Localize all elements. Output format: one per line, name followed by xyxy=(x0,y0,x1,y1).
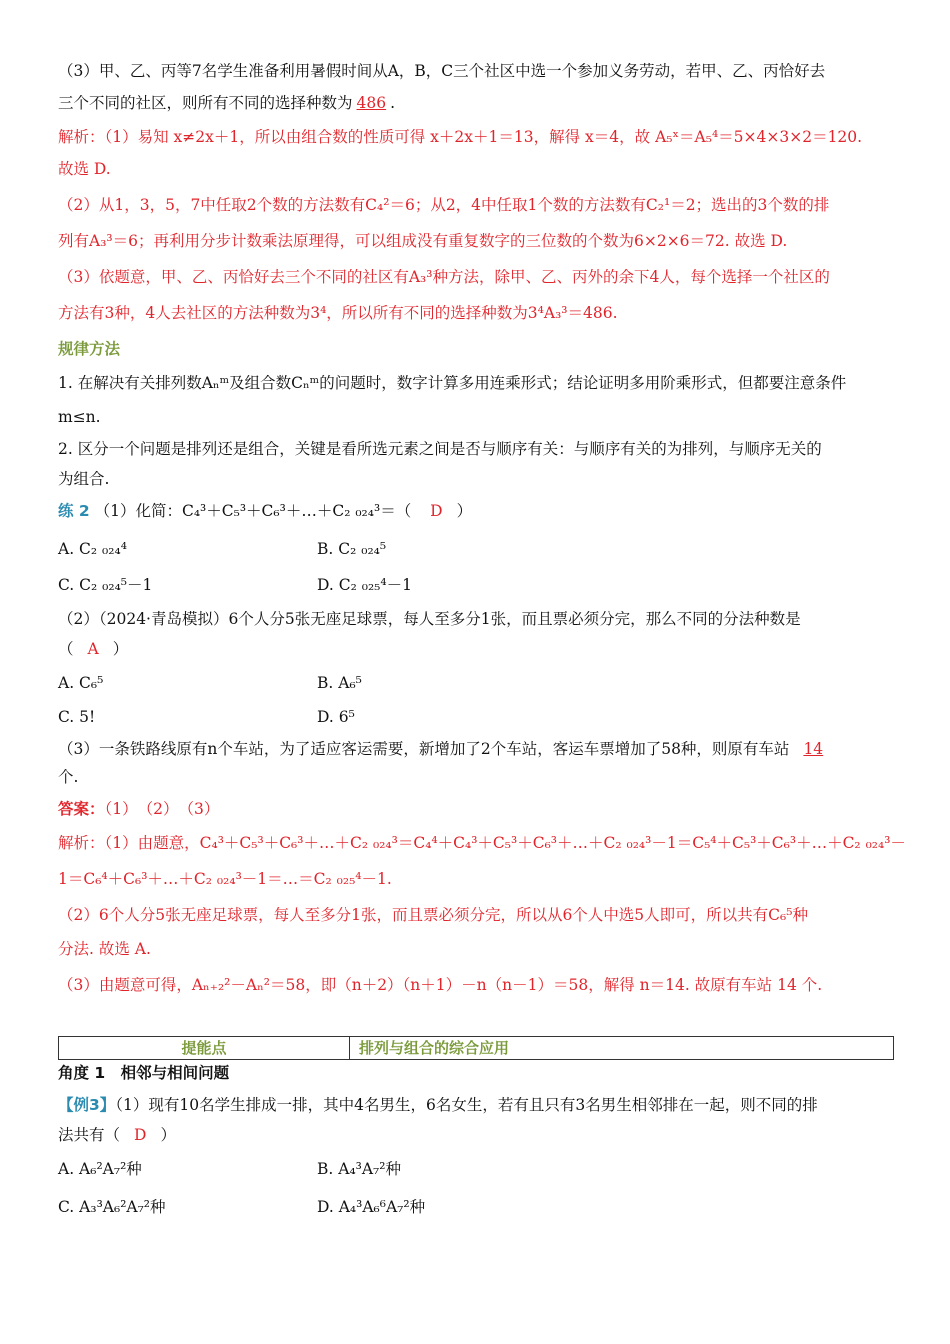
q3-intro-line2 xyxy=(58,92,395,114)
solution1-p3a: （3）依题意，甲、乙、丙恰好去三个不同的社区有A₃³种方法，除甲、乙、丙外的余下4人，每个选择一个社区的 xyxy=(58,268,830,286)
method-item2b: 为组合. xyxy=(58,470,110,488)
method-item1b: m≤n. xyxy=(58,408,101,426)
practice2-q1-close: ） xyxy=(456,502,473,520)
practice2-q2-option-d: D. 6⁵ xyxy=(317,708,355,726)
solution1-label: 解析： xyxy=(58,128,105,146)
section-right-label: 排列与组合的综合应用 xyxy=(359,1039,510,1057)
method-item2a: 2. 区分一个问题是排列还是组合，关键是看所选元素之间是否与顺序有关：与顺序有关的为排列，与顺序无关的 xyxy=(58,440,822,458)
practice2-q1 xyxy=(58,500,472,522)
solution1-p2b: 列有A₃³＝6；再利用分步计数乘法原理得，可以组成没有重复数字的三位数的个数为6×2×6＝72. 故选 D. xyxy=(58,232,788,250)
q3-intro-line1: （3）甲、乙、丙等7名学生准备利用暑假时间从A，B，C三个社区中选一个参加义务劳动，若甲、乙、丙恰好去 xyxy=(58,62,826,80)
angle-title: 角度 1 相邻与相间问题 xyxy=(58,1064,230,1082)
example3-q1b-text: 法共有（ xyxy=(58,1126,121,1144)
example3-option-a: A. A₆²A₇²种 xyxy=(58,1160,142,1178)
practice2-q3b: 个. xyxy=(58,768,79,786)
practice2-q2-open: （ xyxy=(58,640,74,658)
practice2-q2-option-c: C. 5! xyxy=(58,708,96,726)
practice2-q2-close: ） xyxy=(112,640,129,658)
practice2-q1-option-c: C. C₂ ₀₂₄⁵－1 xyxy=(58,576,153,594)
example3-q1b xyxy=(58,1124,176,1146)
practice2-q1-answer: D xyxy=(430,502,443,520)
answers-text: （1） （2） （3） xyxy=(104,800,220,818)
example3-option-c: C. A₃³A₆²A₇²种 xyxy=(58,1198,166,1216)
solution1-p2a: （2）从1，3，5，7中任取2个数的方法数有C₄²＝6；从2，4中任取1个数的方法数有C₂¹＝2；选出的3个数的排 xyxy=(58,196,830,214)
example3-answer: D xyxy=(134,1126,147,1144)
practice2-q1-option-a: A. C₂ ₀₂₄⁴ xyxy=(58,540,127,558)
practice2-q1-text: （1）化简：C₄³＋C₅³＋C₆³＋…＋C₂ ₀₂₄³＝（ xyxy=(94,502,412,520)
practice2-q2-option-b: B. A₆⁵ xyxy=(317,674,362,692)
example3-q1a-text: （1）现有10名学生排成一排，其中4名男生，6名女生，若有且只有3名男生相邻排在一起，则不同的排 xyxy=(115,1096,818,1114)
answers-line xyxy=(58,798,219,820)
practice2-q2a: （2）（2024·青岛模拟）6个人分5张无座足球票，每人至多分1张，而且票必须分完，那么不同的分法种数是 xyxy=(58,610,801,628)
practice2-q3-text: （3）一条铁路线原有n个车站，为了适应客运需要，新增加了2个车站，客运车票增加了58种，则原有车站 xyxy=(58,740,790,758)
practice2-q1-option-b: B. C₂ ₀₂₄⁵ xyxy=(317,540,387,558)
solution2-p1a xyxy=(58,832,906,854)
practice2-label: 练 2 xyxy=(58,502,90,520)
solution1-p1a xyxy=(58,126,862,148)
solution2-label: 解析： xyxy=(58,834,105,852)
solution2-p2a: （2）6个人分5张无座足球票，每人至多分1张，而且票必须分完，所以从6个人中选5人即可，所以共有C₆⁵种 xyxy=(58,906,808,924)
practice2-q2-answer: A xyxy=(87,640,99,658)
example3-option-d: D. A₄³A₆⁶A₇²种 xyxy=(317,1198,426,1216)
method-title: 规律方法 xyxy=(58,340,121,358)
practice2-q2-option-a: A. C₆⁵ xyxy=(58,674,104,692)
example3-close: ） xyxy=(160,1126,176,1144)
section-left-label: 提能点 xyxy=(59,1037,350,1059)
q3-intro-text: 三个不同的社区，则所有不同的选择种数为 xyxy=(58,94,353,112)
q3-answer-blank: 486 xyxy=(356,94,387,112)
method-item1a: 1. 在解决有关排列数Aₙᵐ及组合数Cₙᵐ的问题时，数字计算多用连乘形式；结论证明多用阶乘形式，但都要注意条件 xyxy=(58,374,847,392)
solution1-p1a-text: （1）易知 x≠2x＋1，所以由组合数的性质可得 x＋2x＋1＝13，解得 x＝4，故 A₅ˣ＝A₅⁴＝5×4×3×2＝120. xyxy=(104,128,863,146)
solution1-p1b: 故选 D. xyxy=(58,160,111,178)
q3-intro-end: . xyxy=(390,94,396,112)
solution2-p1b: 1＝C₆⁴＋C₆³＋…＋C₂ ₀₂₄³－1＝…＝C₂ ₀₂₅⁴－1. xyxy=(58,870,392,888)
solution1-p3b: 方法有3种，4人去社区的方法种数为3⁴，所以所有不同的选择种数为3⁴A₃³＝486. xyxy=(58,304,618,322)
answers-label: 答案： xyxy=(58,800,105,818)
example3-q1a xyxy=(58,1094,818,1116)
example3-option-b: B. A₄³A₇²种 xyxy=(317,1160,401,1178)
solution2-p3: （3）由题意可得，Aₙ₊₂²－Aₙ²＝58，即（n＋2）（n＋1）－n（n－1）＝58，解得 n＝14. 故原有车站 14 个. xyxy=(58,976,823,994)
example3-label: 【例3】 xyxy=(58,1096,116,1114)
section-header-bar xyxy=(58,1036,894,1060)
solution2-p2b: 分法. 故选 A. xyxy=(58,940,151,958)
practice2-q3-answer: 14 xyxy=(803,740,824,758)
practice2-q3a xyxy=(58,738,827,760)
practice2-q1-option-d: D. C₂ ₀₂₅⁴－1 xyxy=(317,576,412,594)
solution2-p1a-text: （1）由题意，C₄³＋C₅³＋C₆³＋…＋C₂ ₀₂₄³＝C₄⁴＋C₄³＋C₅³＋C₆³＋…＋C₂ ₀₂₄³－1＝C₅⁴＋C₅³＋C₆³＋…＋C₂ ₀₂₄³－ xyxy=(104,834,906,852)
practice2-q2b xyxy=(58,638,128,660)
